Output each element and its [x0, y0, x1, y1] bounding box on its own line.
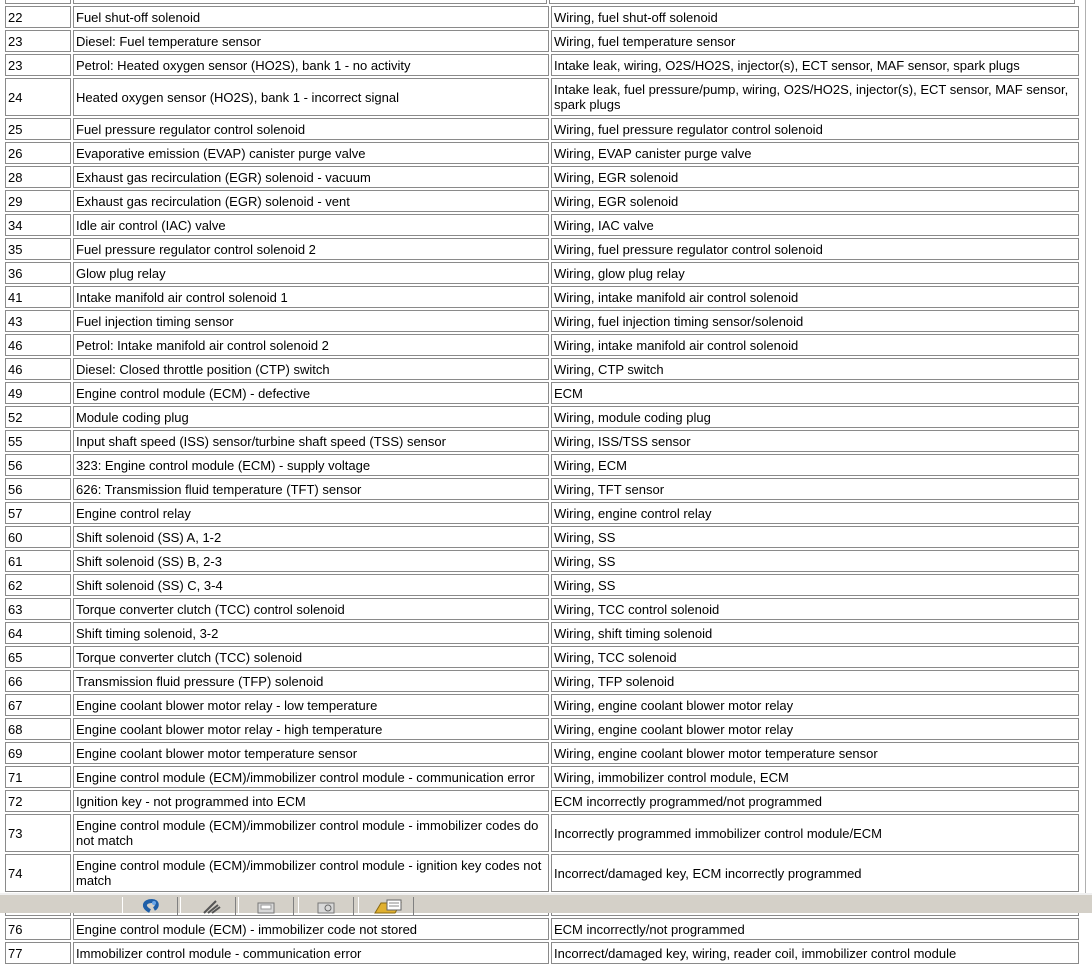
- code-cell: 22: [5, 6, 71, 28]
- description-cell: Fuel pressure regulator control solenoid: [73, 118, 549, 140]
- cause-cell: Wiring, EGR solenoid: [551, 190, 1079, 212]
- code-cell: 34: [5, 214, 71, 236]
- description-cell: Shift solenoid (SS) B, 2-3: [73, 550, 549, 572]
- cause-cell: Wiring, SS: [551, 526, 1079, 548]
- table-row: [5, 238, 1079, 260]
- table-row: [5, 78, 1079, 116]
- code-cell: 73: [5, 814, 71, 852]
- code-cell: 69: [5, 742, 71, 764]
- code-cell: 49: [5, 382, 71, 404]
- code-cell: 55: [5, 430, 71, 452]
- table-row: [5, 526, 1079, 548]
- code-cell: 56: [5, 478, 71, 500]
- cause-cell: ECM incorrectly/not programmed: [551, 918, 1079, 940]
- table-row: [5, 670, 1079, 692]
- cause-cell: Wiring, fuel pressure regulator control solenoid: [551, 238, 1079, 260]
- print-icon: [246, 897, 286, 913]
- cause-cell: Wiring, intake manifold air control solenoid: [551, 286, 1079, 308]
- table-row: [5, 598, 1079, 620]
- cause-cell: Wiring, SS: [551, 574, 1079, 596]
- code-cell: 63: [5, 598, 71, 620]
- description-cell: Engine coolant blower motor temperature sensor: [73, 742, 549, 764]
- code-cell: 35: [5, 238, 71, 260]
- description-cell: Evaporative emission (EVAP) canister purge valve: [73, 142, 549, 164]
- description-cell: Ignition key - not programmed into ECM: [73, 790, 549, 812]
- description-cell: Idle air control (IAC) valve: [73, 214, 549, 236]
- description-cell: Engine coolant blower motor relay - low temperature: [73, 694, 549, 716]
- table-row: [5, 766, 1079, 788]
- description-cell: Diesel: Closed throttle position (CTP) switch: [73, 358, 549, 380]
- code-cell: 74: [5, 854, 71, 892]
- cause-cell: Wiring, CTP switch: [551, 358, 1079, 380]
- description-cell: Engine control relay: [73, 502, 549, 524]
- cause-cell: Wiring, EVAP canister purge valve: [551, 142, 1079, 164]
- code-cell: 36: [5, 262, 71, 284]
- code-cell: 26: [5, 142, 71, 164]
- table-row: [5, 574, 1079, 596]
- table-row: [5, 790, 1079, 812]
- description-cell: Diesel: Fuel temperature sensor: [73, 30, 549, 52]
- table-row: [5, 190, 1079, 212]
- table-row: [5, 454, 1079, 476]
- description-cell: Engine control module (ECM)/immobilizer control module - immobilizer codes do not match: [73, 814, 549, 852]
- print-preview-icon: [306, 897, 346, 913]
- bottom-toolbar: [0, 893, 1092, 913]
- cause-cell: Wiring, engine coolant blower motor relay: [551, 718, 1079, 740]
- code-cell: 77: [5, 942, 71, 964]
- cause-cell: Wiring, intake manifold air control solenoid: [551, 334, 1079, 356]
- cause-cell: Wiring, TCC control solenoid: [551, 598, 1079, 620]
- table-row: [5, 118, 1079, 140]
- description-cell: 323: Engine control module (ECM) - supply voltage: [73, 454, 549, 476]
- cause-cell: Wiring, fuel temperature sensor: [551, 30, 1079, 52]
- cause-cell: Wiring, EGR solenoid: [551, 166, 1079, 188]
- description-cell: Module coding plug: [73, 406, 549, 428]
- table-row: [5, 382, 1079, 404]
- cause-cell: Incorrect/damaged key, ECM incorrectly programmed: [551, 854, 1079, 892]
- code-cell: 56: [5, 454, 71, 476]
- description-cell: Torque converter clutch (TCC) control solenoid: [73, 598, 549, 620]
- table-row: [5, 214, 1079, 236]
- description-cell: Petrol: Heated oxygen sensor (HO2S), bank 1 - no activity: [73, 54, 549, 76]
- description-cell: Engine control module (ECM) - defective: [73, 382, 549, 404]
- code-cell: 61: [5, 550, 71, 572]
- table-row: [5, 166, 1079, 188]
- print-preview-button[interactable]: [298, 897, 354, 915]
- code-cell: 60: [5, 526, 71, 548]
- code-cell: 46: [5, 334, 71, 356]
- code-cell: 67: [5, 694, 71, 716]
- description-cell: Fuel injection timing sensor: [73, 310, 549, 332]
- cause-cell: Wiring, SS: [551, 550, 1079, 572]
- table-row: [5, 478, 1079, 500]
- cause-cell: ECM incorrectly programmed/not programmed: [551, 790, 1079, 812]
- code-cell: 64: [5, 622, 71, 644]
- description-cell: Fuel pressure regulator control solenoid 2: [73, 238, 549, 260]
- help-button[interactable]: [122, 897, 178, 915]
- table-row: [5, 646, 1079, 668]
- cause-cell: Wiring, fuel shut-off solenoid: [551, 6, 1079, 28]
- code-cell: 23: [5, 30, 71, 52]
- description-cell: Glow plug relay: [73, 262, 549, 284]
- table-row: [5, 286, 1079, 308]
- cause-cell: Incorrectly programmed immobilizer control module/ECM: [551, 814, 1079, 852]
- code-cell: 24: [5, 78, 71, 116]
- cause-cell: Wiring, IAC valve: [551, 214, 1079, 236]
- table-row: [5, 502, 1079, 524]
- cause-cell: Wiring, TFP solenoid: [551, 670, 1079, 692]
- table-row: [5, 334, 1079, 356]
- description-cell: Engine coolant blower motor relay - high temperature: [73, 718, 549, 740]
- cause-cell: Wiring, TCC solenoid: [551, 646, 1079, 668]
- fault-code-table-body: [5, 6, 1079, 964]
- description-cell: Exhaust gas recirculation (EGR) solenoid - vent: [73, 190, 549, 212]
- cause-cell: Wiring, module coding plug: [551, 406, 1079, 428]
- cause-cell: Wiring, engine coolant blower motor relay: [551, 694, 1079, 716]
- description-cell: Intake manifold air control solenoid 1: [73, 286, 549, 308]
- fault-code-table: [3, 4, 1081, 966]
- code-cell: 72: [5, 790, 71, 812]
- code-cell: 29: [5, 190, 71, 212]
- table-row: [5, 6, 1079, 28]
- cause-cell: Wiring, TFT sensor: [551, 478, 1079, 500]
- table-row: [5, 918, 1079, 940]
- content-right-border: [1085, 0, 1086, 893]
- cause-cell: Intake leak, fuel pressure/pump, wiring, O2S/HO2S, injector(s), ECT sensor, MAF sensor, spark plugs: [551, 78, 1079, 116]
- description-cell: Engine control module (ECM)/immobilizer control module - communication error: [73, 766, 549, 788]
- code-cell: 28: [5, 166, 71, 188]
- cause-cell: Wiring, glow plug relay: [551, 262, 1079, 284]
- code-cell: 65: [5, 646, 71, 668]
- description-cell: Petrol: Intake manifold air control solenoid 2: [73, 334, 549, 356]
- code-cell: 52: [5, 406, 71, 428]
- tools-button[interactable]: [180, 897, 236, 915]
- cause-cell: ECM: [551, 382, 1079, 404]
- code-cell: 66: [5, 670, 71, 692]
- description-cell: Shift timing solenoid, 3-2: [73, 622, 549, 644]
- table-row: [5, 262, 1079, 284]
- cause-cell: Incorrect/damaged key, wiring, reader coil, immobilizer control module: [551, 942, 1079, 964]
- table-row: [5, 30, 1079, 52]
- table-row: [5, 142, 1079, 164]
- description-cell: 626: Transmission fluid temperature (TFT) sensor: [73, 478, 549, 500]
- open-folder-button[interactable]: [358, 897, 414, 915]
- table-row: [5, 942, 1079, 964]
- description-cell: Exhaust gas recirculation (EGR) solenoid - vacuum: [73, 166, 549, 188]
- table-row: [5, 550, 1079, 572]
- code-cell: 57: [5, 502, 71, 524]
- description-cell: Transmission fluid pressure (TFP) solenoid: [73, 670, 549, 692]
- table-row: [5, 406, 1079, 428]
- code-cell: 76: [5, 918, 71, 940]
- code-cell: 46: [5, 358, 71, 380]
- tools-icon: [188, 897, 228, 913]
- table-row: [5, 718, 1079, 740]
- table-row: [5, 358, 1079, 380]
- description-cell: Input shaft speed (ISS) sensor/turbine shaft speed (TSS) sensor: [73, 430, 549, 452]
- code-cell: 23: [5, 54, 71, 76]
- description-cell: Heated oxygen sensor (HO2S), bank 1 - incorrect signal: [73, 78, 549, 116]
- table-row: [5, 430, 1079, 452]
- print-button[interactable]: [238, 897, 294, 915]
- code-cell: 62: [5, 574, 71, 596]
- code-cell: 71: [5, 766, 71, 788]
- table-row: [5, 814, 1079, 852]
- code-cell: 68: [5, 718, 71, 740]
- code-cell: 25: [5, 118, 71, 140]
- folder-icon: [361, 897, 411, 913]
- cause-cell: Wiring, ISS/TSS sensor: [551, 430, 1079, 452]
- description-cell: Engine control module (ECM) - immobilizer code not stored: [73, 918, 549, 940]
- cause-cell: Wiring, fuel pressure regulator control solenoid: [551, 118, 1079, 140]
- table-row: [5, 854, 1079, 892]
- description-cell: Immobilizer control module - communication error: [73, 942, 549, 964]
- description-cell: Engine control module (ECM)/immobilizer control module - ignition key codes not match: [73, 854, 549, 892]
- cause-cell: Intake leak, wiring, O2S/HO2S, injector(s), ECT sensor, MAF sensor, spark plugs: [551, 54, 1079, 76]
- cause-cell: Wiring, engine coolant blower motor temperature sensor: [551, 742, 1079, 764]
- help-icon: [130, 897, 170, 913]
- description-cell: Shift solenoid (SS) A, 1-2: [73, 526, 549, 548]
- table-row: [5, 54, 1079, 76]
- table-row: [5, 694, 1079, 716]
- code-cell: 41: [5, 286, 71, 308]
- cause-cell: Wiring, shift timing solenoid: [551, 622, 1079, 644]
- table-row: [5, 310, 1079, 332]
- cause-cell: Wiring, fuel injection timing sensor/solenoid: [551, 310, 1079, 332]
- cause-cell: Wiring, engine control relay: [551, 502, 1079, 524]
- description-cell: Shift solenoid (SS) C, 3-4: [73, 574, 549, 596]
- cause-cell: Wiring, immobilizer control module, ECM: [551, 766, 1079, 788]
- table-row: [5, 622, 1079, 644]
- cause-cell: Wiring, ECM: [551, 454, 1079, 476]
- description-cell: Torque converter clutch (TCC) solenoid: [73, 646, 549, 668]
- code-cell: 43: [5, 310, 71, 332]
- description-cell: Fuel shut-off solenoid: [73, 6, 549, 28]
- table-row: [5, 742, 1079, 764]
